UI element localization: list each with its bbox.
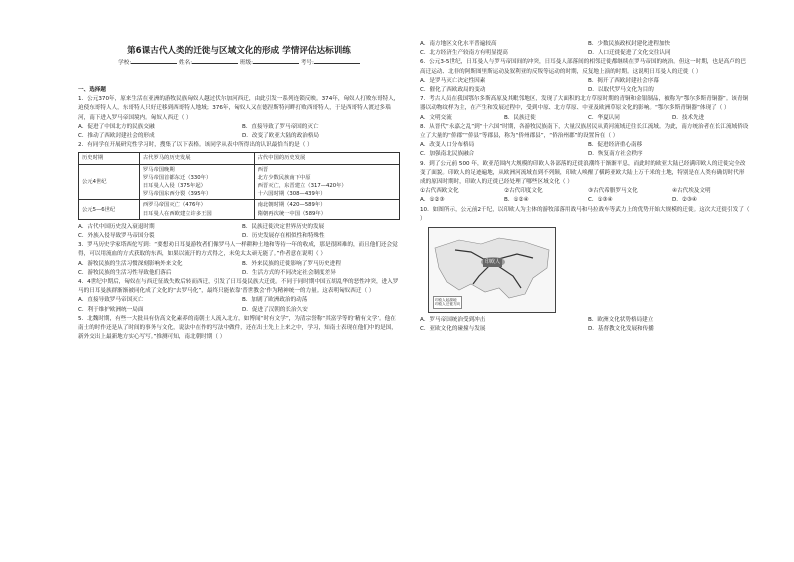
option-a[interactable]: A．罗马帝国统治受到冲击 xyxy=(420,317,486,324)
option-c[interactable]: C．催化了西欧政局的变动 xyxy=(420,87,486,94)
cell-line: 西晋 xyxy=(257,166,269,173)
question-4 xyxy=(78,278,400,315)
cell-line: 罗马帝国东西分裂（395年） xyxy=(142,191,212,198)
numbered-item: ③古代希腊罗马文化 xyxy=(588,188,638,195)
map-legend xyxy=(433,296,462,309)
map-region-label: 印欧人 xyxy=(483,258,502,267)
table-cell-period: 公元5—6世纪 xyxy=(79,200,140,219)
migration-map xyxy=(428,227,556,313)
option-c[interactable]: C．①③④ xyxy=(588,197,613,204)
question-stem: 2．有同学在开展研究性学习时，搜集了以下表格。该同学从表中所得出的认识最恰当的是（ ） xyxy=(78,142,313,149)
right-column xyxy=(420,40,750,334)
option-c[interactable]: C．推动了西欧封建社会的形成 xyxy=(78,133,155,140)
option-c[interactable]: C．加强南北民族融合 xyxy=(420,151,475,158)
question-9 xyxy=(420,160,750,206)
option-a[interactable]: A．古代中国历史没入衰退时期 xyxy=(78,223,155,230)
table-cell-china xyxy=(254,164,399,200)
option-d[interactable]: D．基督教文化发展和传播 xyxy=(588,326,654,333)
field-school: 学校: xyxy=(118,60,132,66)
option-d[interactable]: D．改变了欧亚大陆的政治格局 xyxy=(242,133,320,140)
field-name: 姓名: xyxy=(179,60,193,66)
field-class: 班级: xyxy=(239,60,253,66)
student-info-line xyxy=(78,58,400,66)
question-1 xyxy=(78,95,400,141)
question-10 xyxy=(420,206,750,335)
page-title: 第6课古代人类的迁徙与区域文化的形成 学情评估达标训练 xyxy=(127,46,351,56)
question-stem: 7．考古人员在我国鄂尔多斯高原及其毗邻地区，发现了大面积的北方草原时期的青铜和金银制品，被称为“鄂尔多斯青铜器”。该青铜器以动物纹样为主，在产生和发展过程中，受到中原、北方草原、中亚及欧洲草原文化的影响。“鄂尔多斯青铜器”体现了（ ） xyxy=(420,96,749,112)
question-stem: 4．4世纪中期后，匈奴在与西迁征战失败后转而西迁，引发了日耳曼民族大迁徙。不同于同时期中国五胡乱华的恶性冲突，进入罗马的日耳曼族群渐渐被同化成了文化的“去罗马化”，最终只能依靠‘普世教会’作为精神统一的力量。这表明匈奴西迁（ ） xyxy=(78,279,399,295)
table-cell-rome xyxy=(139,200,254,219)
question-stem: 5．北魏时期，有些一大批具有仿高文化素养的南朝士人流入北方，如博闻“时有文学”，为清宗誉称“其富学等的‘精有文学’。他在南士的时作还是从了时间的事务与文化，说法中在作的写法中做件，还在出士先上上来之中，学习，知南士表现在他们中的是国，新外交出上最新地方实心写写。”推测可知，南北朝时期（ ） xyxy=(78,315,397,341)
option-a[interactable]: A．①②③ xyxy=(420,197,445,204)
question-stem: 9．到了公元前 500 年，欧亚范围内大规模的印欧人各部落的迁徙浪潮终于渐渐平息，而此时的欧亚大陆已经满印欧人的迁徙完全改变了面貌。印欧人的足迹遍地，从欧洲河流域直到不列颠，印欧人唤醒了横跨亚欧大陆上万千米的土地，特别是在人类有确切时代形成的原因时期时，印欧人的迁徙已经处理了哪些区域文化（ ） xyxy=(420,160,746,186)
table-row xyxy=(79,200,400,219)
field-number: 考号: xyxy=(300,60,314,66)
section-heading: 一、选择题 xyxy=(78,87,106,93)
option-d[interactable]: D．促进了汉朝的长治久安 xyxy=(242,306,308,313)
question-stem: 8．从晋代“永嘉之乱”到“十六国”时期，各游牧民族南下，大量汉族居民从黄河流域迁往长江流域。为此，南方统治者在长江流域侨设立了大量的“侨郡”“侨县”等郡县，称为“侨州郡县”，“侨治州郡”的设置旨在（ ） xyxy=(420,123,749,140)
option-d[interactable]: D．生活方式的不同决定社会制度差异 xyxy=(242,269,336,276)
option-c[interactable]: C．亚欧文化的碰撞与发展 xyxy=(420,326,486,333)
option-d[interactable]: D．②③④ xyxy=(672,197,697,204)
option-c[interactable]: C．华夏认同 xyxy=(588,114,620,121)
table-header: 古代罗马的历史发展 xyxy=(139,153,254,164)
table-header: 古代中国的历史发展 xyxy=(254,153,399,164)
question-stem: 10．如图所示，公元前2千纪，以印欧人为主体的游牧部落用战马和马拉战车等武力上的优势开始大规模的迁徙。这次大迁徙引发了（ ） xyxy=(420,206,750,222)
question-8 xyxy=(420,123,750,160)
option-b[interactable]: B．民族迁徙决定世界历史的发展 xyxy=(242,223,325,230)
question-stem: 3．罗马历史学家塔西佗写到：“要想劝日耳曼游牧者们像罗马人一样耕种土地和等待一年的收成，那是很困难的，而且他们还会觉得，可以用流血的方式获取的东西，如果以流汗的方式得之，未免太太顽无能了。”作者意在说明（ ） xyxy=(78,242,398,258)
cell-line: 北方少数民族南下中原 xyxy=(257,174,311,181)
cell-line: 罗马帝国晚期 xyxy=(142,166,175,173)
numbered-item: ①古代西欧文化 xyxy=(420,188,459,195)
table-header: 历史时期 xyxy=(79,153,140,164)
cell-line: 日耳曼人入侵（375年起） xyxy=(142,183,206,190)
table-cell-china xyxy=(254,200,399,219)
option-a[interactable]: A．游牧民族的生活习惯深刻影响外来文化 xyxy=(78,260,183,267)
option-d[interactable]: D．恢复南方社会秩序 xyxy=(588,151,643,158)
option-b[interactable]: B．民族迁徙 xyxy=(504,114,536,121)
legend-item: 印欧人起源地 xyxy=(435,297,457,302)
option-a[interactable]: A．改变人口分布格局 xyxy=(420,142,475,149)
table-row xyxy=(79,164,400,200)
option-c[interactable]: C．利于维护欧洲统一局面 xyxy=(78,306,144,313)
option-b[interactable]: B．少数民族政权封建化进程加快 xyxy=(588,41,671,47)
option-d[interactable]: D．历史发展存在相似性和特殊性 xyxy=(242,233,325,240)
cell-line: 十六国时期（308—439年） xyxy=(257,191,326,198)
option-d[interactable]: D．以取代罗马文化为目的 xyxy=(588,87,654,94)
option-a[interactable]: A．文明交流 xyxy=(420,114,452,121)
option-a[interactable]: A．促进了中国北方的民族交融 xyxy=(78,123,155,130)
option-a[interactable]: A．南方地区文化水平普遍较高 xyxy=(420,41,497,47)
history-table xyxy=(78,152,400,219)
cell-line: 南北朝时期（420—589年） xyxy=(257,202,326,209)
question-5 xyxy=(78,315,400,343)
question-2 xyxy=(78,141,400,241)
option-a[interactable]: A．是罗马灭亡决定性因素 xyxy=(420,77,486,84)
option-b[interactable]: B．欧洲文化状势格局建立 xyxy=(588,317,654,324)
option-b[interactable]: B．直接导致了罗马帝国的灭亡 xyxy=(242,123,319,130)
cell-line: 罗马帝国首都东迁（330年） xyxy=(142,174,212,181)
option-c[interactable]: C．游牧民族的生活习性导致他们落后 xyxy=(78,269,172,276)
numbered-item: ④古代埃及文明 xyxy=(672,188,711,195)
option-a[interactable]: A．直接导致罗马帝国灭亡 xyxy=(78,297,144,304)
option-c[interactable]: C．外族入侵导致罗马帝国分裂 xyxy=(78,233,155,240)
table-cell-rome xyxy=(139,164,254,200)
question-5-options xyxy=(420,40,750,58)
question-stem: 1．公元370年，原来生活在亚洲的游牧民族匈奴人越过伏尔加河西迁，由此引发一系列连锁反映。374年，匈奴人打败东哥特人，迫使东哥特人人，东哥特人只好迁移到西哥特人地域；376年，匈奴人又在德涅斯特河畔打败西哥特人，于是西哥特人渡过多瑙河，南下进入罗马帝国境内。匈奴人西迁（ ） xyxy=(78,96,400,121)
option-b[interactable]: B．①②④ xyxy=(504,197,529,204)
option-b[interactable]: B．促进经济重心南移 xyxy=(588,142,643,149)
question-7 xyxy=(420,95,750,123)
question-stem: 6．公元3-5世纪，日耳曼人与罗马帝国间的冲突，日耳曼人部落间的相邻迁徙都继续在罗马帝国的统治。但这一时期，也是高卢的巴高迁运动、北非的阿斯图里斯运动及叙利亚的反叛等运动的时期，反复地上演的时期。这说明日耳曼人的迁徙（ ） xyxy=(420,59,746,75)
cell-line: 西晋灭亡，东晋建立（317—420年） xyxy=(257,183,347,190)
option-c[interactable]: C．北方经济生产较南方有明显提高 xyxy=(420,50,508,57)
cell-line: 隋朝再次统一中国（589年） xyxy=(257,210,327,217)
cell-line: 西罗马帝国灭亡（476年） xyxy=(142,202,206,209)
legend-item: 印欧人迁徙方向 xyxy=(435,302,461,307)
option-d[interactable]: D．人口迁徙促进了文化交往认同 xyxy=(588,50,671,57)
option-d[interactable]: D．技术先进 xyxy=(672,114,705,121)
option-b[interactable]: B．外来民族的迁徙影响了罗马历史进程 xyxy=(242,260,341,267)
table-cell-period: 公元4世纪 xyxy=(79,164,140,200)
question-6 xyxy=(420,58,750,95)
cell-line: 日耳曼人在西欧建立许多王国 xyxy=(142,210,212,217)
option-b[interactable]: B．揭开了西欧封建社会序幕 xyxy=(588,77,659,84)
option-b[interactable]: B．加剧了欧洲政治的动荡 xyxy=(242,297,308,304)
numbered-item: ②古代印度文化 xyxy=(504,188,543,195)
left-column xyxy=(78,86,400,342)
question-3 xyxy=(78,241,400,278)
